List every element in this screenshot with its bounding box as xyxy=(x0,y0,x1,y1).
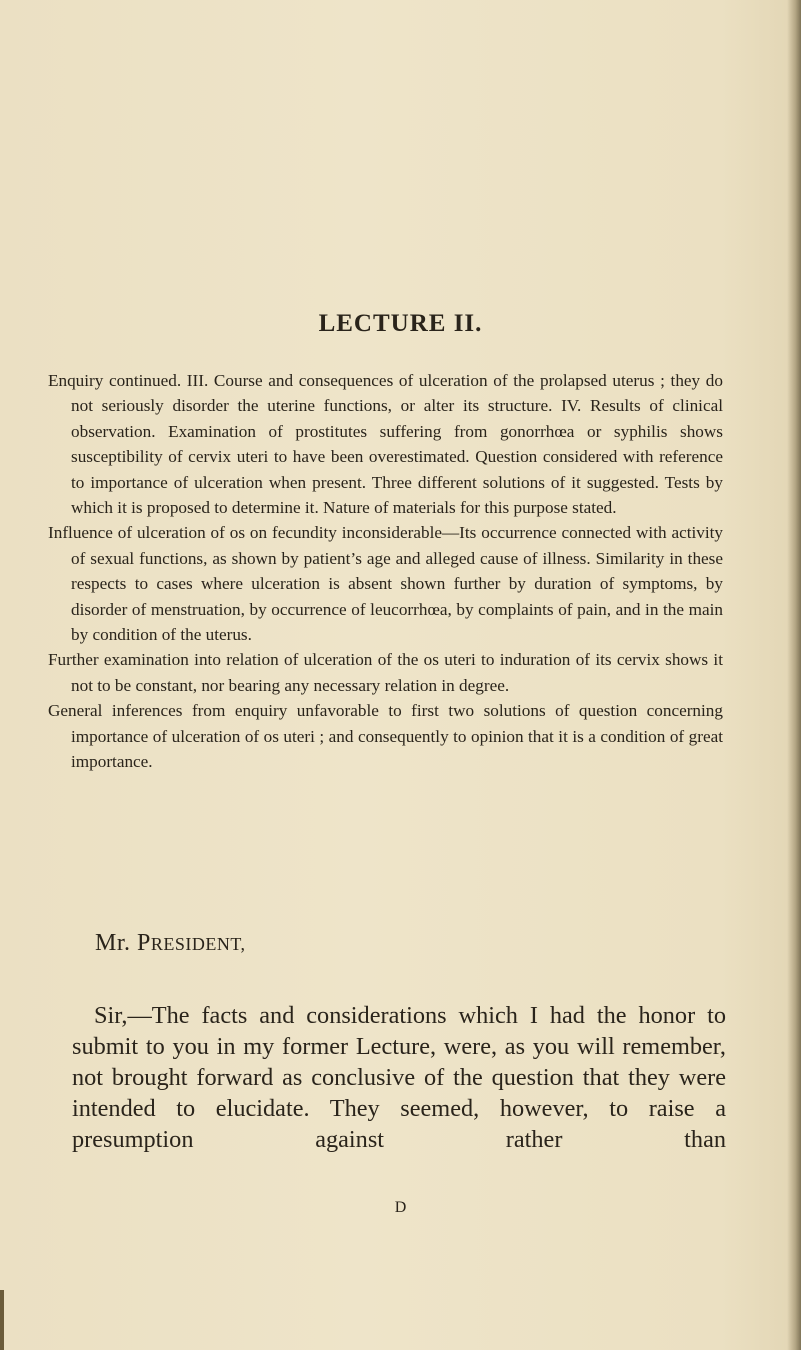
body-paragraph: —The facts and considerations which I had the honor to submit to you in my former Lecture, were, as you will remember, not brought forward as conclusive of the question that they were intended to elucidate. They seemed, however, to raise a presumption against rather than xyxy=(72,1002,726,1153)
lecture-title: LECTURE II. xyxy=(318,310,483,337)
synopsis-paragraph: Further examination into relation of ulceration of the os uteri to induration of its cervix shows it not to be constant, nor bearing any necessary relation in degree. xyxy=(48,650,723,695)
lecture-body xyxy=(72,1000,726,1155)
page-edge-shadow xyxy=(787,0,801,1350)
lecture-synopsis xyxy=(48,368,723,775)
synopsis-paragraph: General inferences from enquiry unfavorable to first two solutions of question concerning importance of ulceration of os uteri ; and consequently to opinion that it is a condition of great importance. xyxy=(48,701,723,772)
synopsis-paragraph: Enquiry continued. III. Course and consequences of ulceration of the prolapsed uterus ; they do not seriously disorder the uterine functions, or alter its structure. IV. Results of clinical observation. Examination of prostitutes suffering from gonorrhœa or syphilis shows susceptibility of cervix uteri to have been overestimated. Question considered with reference to importance of ulceration when present. Three different solutions of it suggested. Tests by which it is proposed to determine it. Nature of materials for this purpose stated. xyxy=(48,371,723,518)
salutation-rest: RESIDENT, xyxy=(150,934,246,954)
salutation xyxy=(95,930,246,957)
salutation-initial: Mr. P xyxy=(95,930,151,956)
synopsis-paragraph: Influence of ulceration of os on fecundity inconsiderable—Its occurrence connected with activity of sexual functions, as shown by patient’s age and alleged cause of illness. Similarity in these respects to cases where ulceration is absent shown further by duration of symptoms, by disorder of menstruation, by occurrence of leucorrhœa, by complaints of pain, and in the main by condition of the uterus. xyxy=(48,523,723,645)
body-opening-word: Sir, xyxy=(94,1002,128,1029)
binding-mark xyxy=(0,1290,4,1350)
signature-mark: D xyxy=(394,1199,407,1216)
